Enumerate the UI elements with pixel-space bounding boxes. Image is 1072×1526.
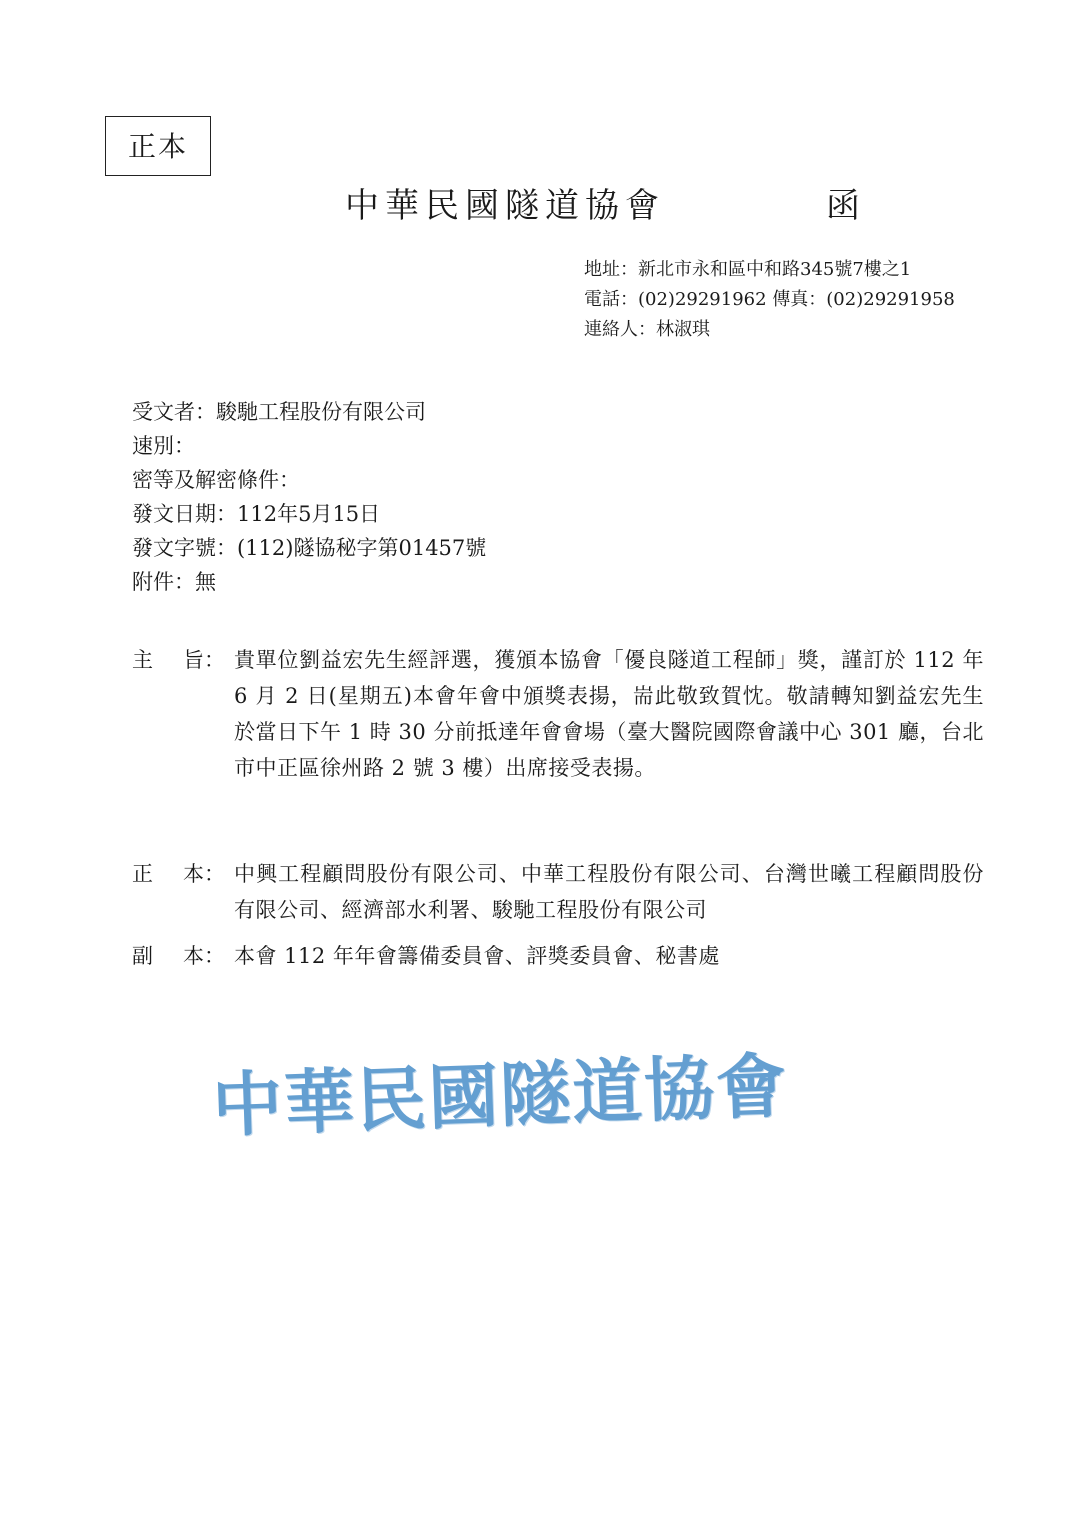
meta-value: 駿馳工程股份有限公司 <box>216 400 426 424</box>
meta-label: 附件： <box>132 570 195 594</box>
meta-label: 速別： <box>132 434 195 458</box>
subject-section <box>132 642 984 786</box>
meta-label: 受文者： <box>132 400 216 424</box>
original-copy-label: 正本 <box>105 116 211 176</box>
main-recipients-key: 正 本： <box>132 862 225 886</box>
copy-recipients-key: 副 本： <box>132 944 225 968</box>
sender-info <box>584 255 955 345</box>
meta-issue-date <box>132 497 486 531</box>
meta-attachment <box>132 565 486 599</box>
sender-address: 地址：新北市永和區中和路345號7樓之1 <box>584 259 912 280</box>
document-type: 函 <box>826 186 860 226</box>
copy-recipients-text: 本會 112 年年會籌備委員會、評獎委員會、秘書處 <box>234 944 720 968</box>
sender-contact: 連絡人：林淑琪 <box>584 319 710 340</box>
meta-value: (112)隧協秘字第01457號 <box>237 536 487 560</box>
meta-label: 發文日期： <box>132 502 237 526</box>
organization-stamp: 中華民國隧道協會 <box>210 1043 790 1148</box>
document-meta <box>132 395 486 599</box>
main-recipients-text: 中興工程顧問股份有限公司、中華工程股份有限公司、台灣世曦工程顧問股份有限公司、經濟部水利署、駿馳工程股份有限公司 <box>234 862 984 922</box>
copy-recipients-section <box>132 938 984 974</box>
meta-value: 112年5月15日 <box>237 502 381 526</box>
meta-label: 發文字號： <box>132 536 237 560</box>
meta-document-number <box>132 531 486 565</box>
meta-value: 無 <box>195 570 216 594</box>
subject-text: 貴單位劉益宏先生經評選，獲頒本協會「優良隧道工程師」獎，謹訂於 112 年 6 月 2 日(星期五)本會年會中頒獎表揚，耑此敬致賀忱。敬請轉知劉益宏先生於當日下午 1 時 30 分前抵達年會會場（臺大醫院國際會議中心 301 廳，台北市中正區徐州路 2 號 3 樓）出席接受表揚。 <box>234 648 984 780</box>
main-recipients-section <box>132 856 984 928</box>
subject-key: 主 旨： <box>132 648 225 672</box>
sender-phone-fax: 電話：(02)29291962 傳真：(02)29291958 <box>584 289 955 310</box>
meta-classification <box>132 463 486 497</box>
meta-label: 密等及解密條件： <box>132 468 300 492</box>
meta-speed <box>132 429 486 463</box>
meta-recipient <box>132 395 486 429</box>
document-title: 中華民國隧道協會 <box>345 186 665 226</box>
